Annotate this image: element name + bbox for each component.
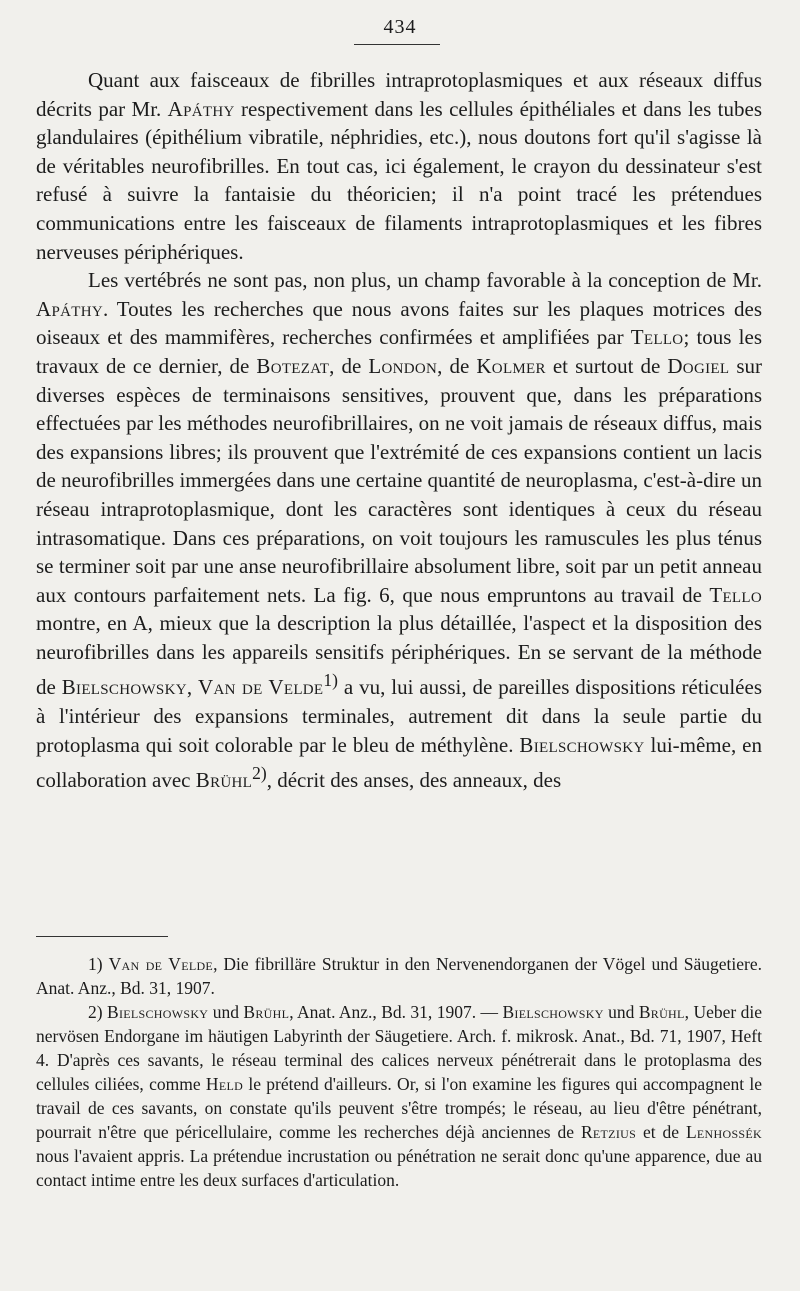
text-run: 1) — [88, 954, 109, 974]
text-run: ; tous les travaux de ce dernier, de — [36, 325, 763, 378]
author-name: Brühl — [243, 1002, 290, 1022]
text-run: lui-même, en collaboration avec — [36, 732, 762, 793]
text-run: und — [603, 1002, 639, 1022]
footnote — [36, 952, 762, 1000]
author-name: Bielschowsky — [107, 1002, 209, 1022]
author-name: Botezat — [256, 353, 330, 378]
text-run: a vu, lui aussi, de pareilles dispositions réticulées à l'intérieur des expansions terminales, autrement dit dans la seule partie du protoplasma qui soit colorable par le bleu de méthylène. — [36, 675, 762, 757]
text-run: sur diverses espèces de terminaisons sensitives, prouvent que, dans les préparations effectuées par les méthodes neurofibrillaires, on ne voit jamais de réseaux diffus, mais des expansions libres; ils prouvent que l'extrémité de ces expansions contient un lacis de neurofibrilles immergées dans une certaine quantité de neuroplasma, c'est-à-dire un réseau intraprotoplasmique, dont les caractères sont identiques à ceux du réseau intrasomatique. Dans ces préparations, on voit toujours les ramuscules les plus ténus se terminer soit par une anse neurofibrillaire absolument libre, soit par un petit anneau aux contours parfaitement nets. La fig. 6, que nous empruntons au travail de — [36, 353, 763, 607]
author-name: Held — [205, 1074, 244, 1094]
author-name: Apáthy — [36, 296, 103, 321]
text-run: , Ueber die nervösen Endorgane im häutigen Labyrinth der Säugetiere. Arch. f. mikrosk. Anat., Bd. 71, 1907, Heft 4. D'après ces savants, le réseau terminal des calices nerveux pénétrerait dans le protoplasma des cellules ciliées, comme — [36, 1002, 762, 1094]
author-name: Brühl — [195, 768, 253, 793]
text-run: , de — [437, 353, 477, 378]
text-run: montre, en A, mieux que la description la plus détaillée, l'aspect et la disposition des neurofibrilles dans les appareils sensitifs périphériques. En se servant de la méthode de — [36, 611, 762, 700]
text-run: Les vertébrés ne sont pas, non plus, un champ favorable à la conception de Mr. — [88, 268, 762, 293]
author-name: Bielschowsky — [519, 732, 645, 757]
text-run: nous l'avaient appris. La prétendue incrustation ou pénétration ne serait donc qu'une apparence, due au contact intime entre les deux surfaces d'articulation. — [36, 1146, 762, 1190]
text-run: , Die fibrilläre Struktur in den Nervenendorganen der Vögel und Säugetiere. Anat. Anz., Bd. 31, 1907. — [36, 954, 762, 998]
footnote-ref: 2) — [252, 763, 267, 784]
footnote-separator — [36, 936, 168, 937]
text-run: 2) — [88, 1002, 107, 1022]
author-name: Van de Velde — [108, 954, 214, 974]
text-run: , Anat. Anz., Bd. 31, 1907. — — [289, 1002, 503, 1022]
text-run: . Toutes les recherches que nous avons faites sur les plaques motrices des oiseaux et des mammifères, recherches confirmées et amplifiées par — [36, 296, 762, 350]
author-name: Apáthy — [167, 96, 235, 121]
author-name: Bielschowsky — [502, 1002, 604, 1022]
author-name: Dogiel — [667, 353, 730, 378]
paragraph — [36, 66, 762, 266]
author-name: Brühl — [638, 1002, 685, 1022]
author-name: Tello — [709, 582, 762, 607]
text-run: et surtout de — [545, 353, 668, 378]
footnote — [36, 1000, 762, 1192]
author-name: Retzius — [580, 1122, 637, 1142]
page-number: 434 — [383, 16, 417, 38]
text-run: , décrit des anses, des anneaux, des — [266, 768, 562, 793]
author-name: Tello — [630, 325, 684, 350]
footnotes — [36, 952, 762, 1192]
text-run: le prétend d'ailleurs. Or, si l'on examine les figures qui accompagnent le travail de ces savants, on constate qu'ils peuvent s'être trompés; le réseau, au lieu d'être pénétrant, pourrait n'être que péricellulaire, comme les recherches déjà anciennes de — [36, 1074, 762, 1142]
body-text — [36, 66, 762, 795]
text-run: et de — [636, 1122, 686, 1142]
text-run: respectivement dans les cellules épithéliales et dans les tubes glandulaires (épithélium vibratile, néphridies, etc.), nous doutons fort qu'il s'agisse là de véritables neurofibrilles. En tout cas, ici également, le crayon du dessinateur s'est refusé à suivre la fantaisie du théoricien; il n'a point tracé les prétendues communications entre les faisceaux de filaments intraprotoplasmiques et les fibres nerveuses périphériques. — [36, 96, 763, 264]
author-name: Bielschowsky — [61, 675, 187, 700]
author-name: Lenhossék — [685, 1122, 762, 1142]
author-name: Van de Velde — [198, 675, 324, 700]
text-run: , de — [329, 353, 369, 378]
paragraph — [36, 266, 762, 795]
text-run: , — [186, 675, 199, 700]
text-run: und — [208, 1002, 244, 1022]
text-run: Quant aux faisceaux de fibrilles intraprotoplasmiques et aux réseaux diffus décrits par Mr. — [36, 68, 762, 121]
footnote-ref: 1) — [323, 670, 338, 691]
author-name: Kolmer — [476, 353, 546, 378]
page-number-rule — [354, 44, 440, 45]
author-name: London — [368, 353, 438, 378]
